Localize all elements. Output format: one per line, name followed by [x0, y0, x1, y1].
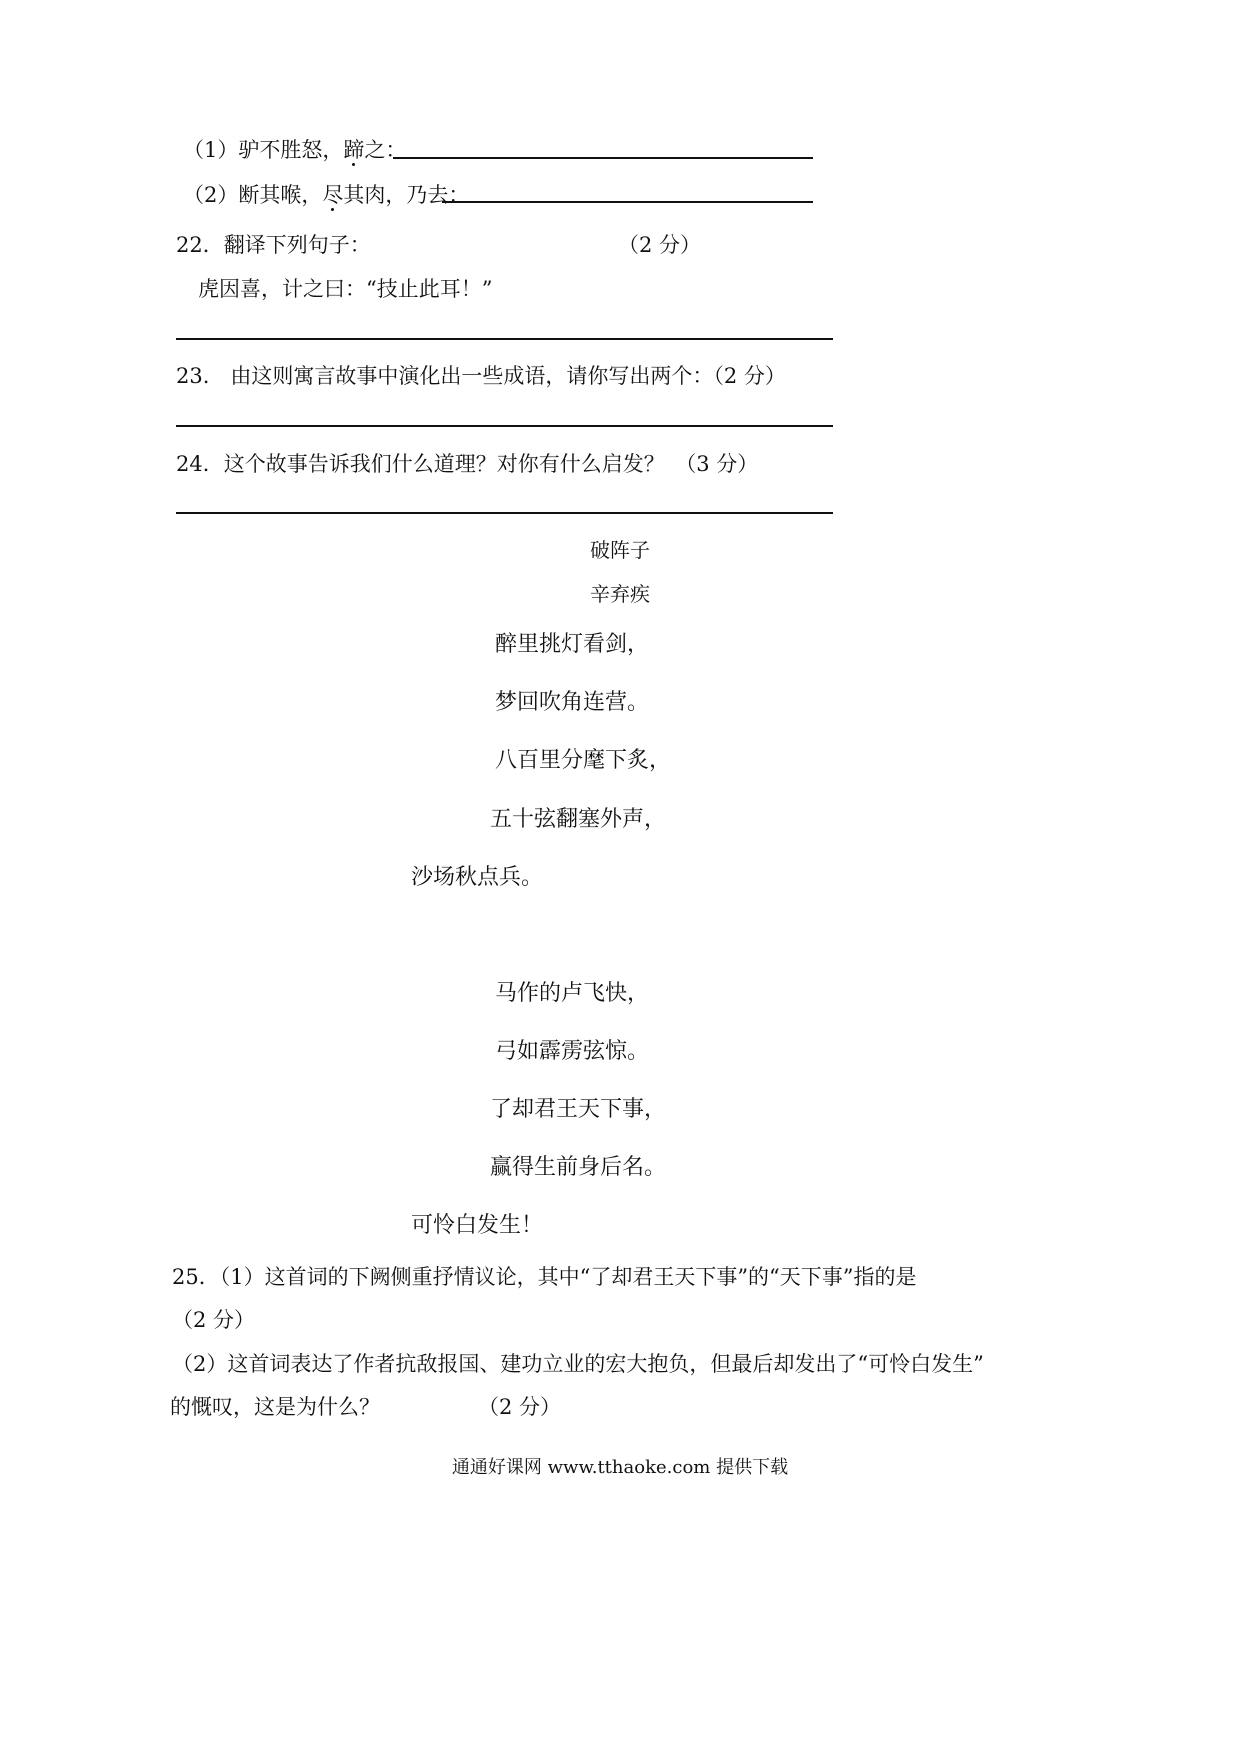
q25-part-2-score: （2 分）: [478, 1395, 562, 1419]
emphasis-char: 蹄: [343, 138, 365, 162]
footer-text: 通通好课网 www.tthaoke.com 提供下载: [451, 1457, 789, 1478]
emphasis-char: 尽: [322, 183, 344, 207]
poem-line: 五十弦翻塞外声，: [490, 807, 667, 832]
poem-author: 辛弃疾: [590, 582, 650, 606]
q21-item-2: （2）断其喉，尽其肉，乃去：: [183, 183, 470, 207]
q23-text: 23. 由这则寓言故事中演化出一些成语，请你写出两个：（2 分）: [176, 364, 786, 388]
q25-part-2: （2）这首词表达了作者抗敌报国、建功立业的宏大抱负，但最后却发出了“可怜白发生”: [172, 1352, 984, 1376]
poem-line: 醉里挑灯看剑，: [495, 632, 650, 657]
q25-part-1: 25．（1）这首词的下阙侧重抒情议论，其中“了却君王天下事”的“天下事”指的是: [172, 1265, 917, 1289]
q24-text: 24．这个故事告诉我们什么道理？对你有什么启发？ （3 分）: [176, 452, 759, 476]
poem-line: 了却君王天下事，: [490, 1097, 667, 1122]
answer-line[interactable]: [442, 201, 813, 203]
poem-line: 可怜白发生！: [411, 1213, 544, 1238]
q22-sentence: 虎因喜，计之曰：“技止此耳！”: [198, 277, 493, 301]
q22-score: （2 分）: [618, 233, 702, 257]
poem-line: 八百里分麾下炙，: [495, 748, 672, 773]
q25-part-2-cont: 的慨叹，这是为什么？: [170, 1395, 380, 1419]
answer-line[interactable]: [176, 338, 833, 340]
q21-item-1: （1）驴不胜怒，蹄之：: [183, 138, 407, 162]
q22-title: 22．翻译下列句子：: [176, 233, 371, 257]
poem-line: 沙场秋点兵。: [411, 865, 544, 890]
poem-line: 梦回吹角连营。: [495, 690, 650, 715]
poem-line: 赢得生前身后名。: [490, 1155, 667, 1180]
answer-line[interactable]: [176, 425, 833, 427]
answer-line[interactable]: [393, 157, 813, 159]
poem-title: 破阵子: [590, 538, 650, 562]
q25-part-1-score: （2 分）: [172, 1308, 256, 1332]
answer-line[interactable]: [176, 512, 833, 514]
poem-line: 弓如霹雳弦惊。: [495, 1039, 650, 1064]
poem-line: 马作的卢飞快，: [495, 981, 650, 1006]
